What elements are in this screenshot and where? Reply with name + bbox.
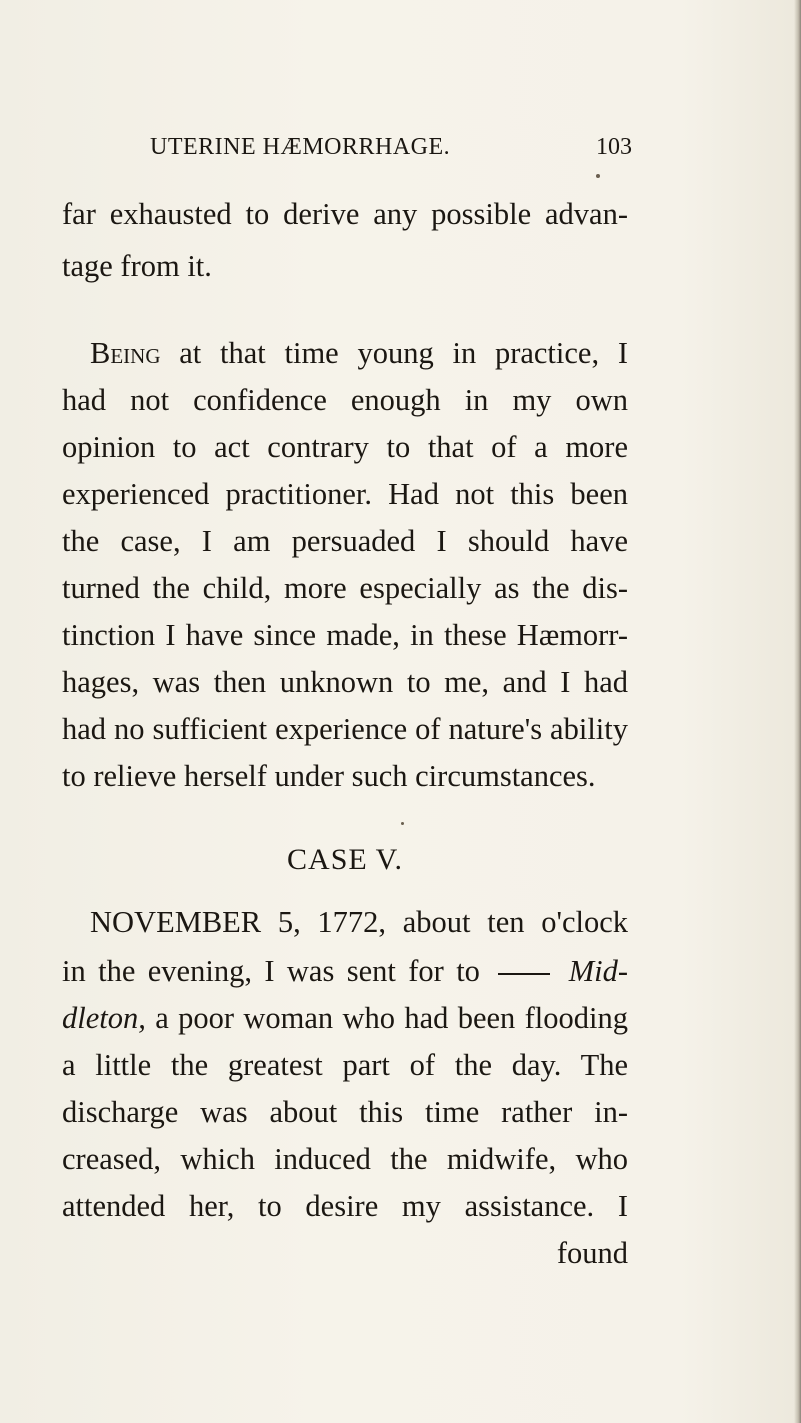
text-line: far exhausted to derive any possible advan-	[62, 197, 628, 231]
text-line: had not confidence enough in my own	[62, 383, 628, 417]
text-line: opinion to act contrary to that of a more	[62, 430, 628, 464]
text-line: turned the child, more especially as the dis-	[62, 571, 628, 605]
page-edge-shadow	[794, 0, 801, 1423]
case-heading: CASE V.	[287, 843, 403, 876]
text-line: discharge was about this time rather in-	[62, 1095, 628, 1129]
page-number: 103	[596, 134, 632, 160]
running-title: UTERINE HÆMORRHAGE.	[150, 134, 451, 160]
text-line: the case, I am persuaded I should have	[62, 524, 628, 558]
text-line: creased, which induced the midwife, who	[62, 1142, 628, 1176]
text-line: attended her, to desire my assistance. I	[62, 1189, 628, 1223]
name-dash	[498, 973, 550, 975]
text-fragment: a poor woman who had been flooding	[145, 1001, 628, 1035]
text-line: hages, was then unknown to me, and I had	[62, 665, 628, 699]
name-fragment: dleton,	[62, 1001, 146, 1035]
text-fragment: at that time young in practice, I	[160, 336, 628, 370]
text-line: a little the greatest part of the day. The	[62, 1048, 628, 1082]
page-header	[150, 134, 632, 164]
ink-speck	[401, 822, 404, 825]
text-line	[90, 333, 628, 373]
text-line	[62, 951, 628, 991]
text-line: had no sufficient experience of nature's ability	[62, 712, 628, 746]
text-line	[62, 998, 628, 1038]
text-line: tinction I have since made, in these Hæmorr-	[62, 618, 628, 652]
name-fragment: Mid-	[568, 954, 629, 988]
text-fragment: in the evening, I was sent for to	[62, 954, 480, 988]
ink-speck	[596, 174, 600, 178]
text-line: NOVEMBER 5, 1772, about ten o'clock	[90, 905, 628, 939]
text-line: to relieve herself under such circumstances.	[62, 759, 596, 793]
lead-word: Being	[90, 336, 161, 370]
text-line: experienced practitioner. Had not this been	[62, 477, 628, 511]
catchword: found	[556, 1236, 628, 1270]
text-line: tage from it.	[62, 249, 212, 283]
